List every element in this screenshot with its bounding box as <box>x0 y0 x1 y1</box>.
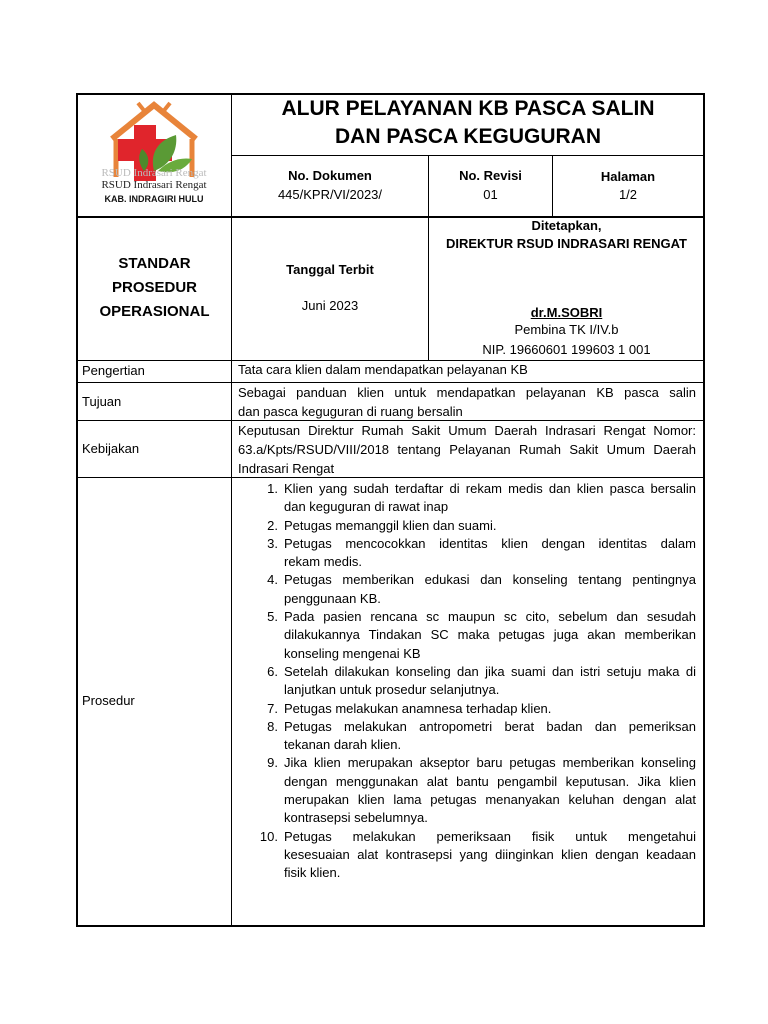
approved-label: Ditetapkan, <box>531 218 602 233</box>
tujuan-line: Sebagai panduan klien untuk mendapatkan pelayanan KB pasca salin <box>238 385 696 400</box>
kebijakan-line: Keputusan Direktur Rumah Sakit Umum Daerah Indrasari Rengat Nomor: <box>238 423 696 438</box>
step-text-line: fisik klien. <box>284 865 341 881</box>
step-text-line: rekam medis. <box>284 554 363 570</box>
step-text-line: Petugas melakukan anamnesa terhadap klien. <box>284 700 552 716</box>
table-border-left <box>76 93 78 927</box>
prosedur-step <box>256 535 696 572</box>
hospital-logo <box>84 97 224 211</box>
doc-number-value: 445/KPR/VI/2023/ <box>277 187 383 202</box>
director-title: DIREKTUR RSUD INDRASARI RENGAT <box>446 236 687 251</box>
step-text-line: merupakan klien lama petugas menanyakan keluhan dengan alat <box>284 792 696 808</box>
table-border-bottom <box>76 925 705 927</box>
issued-date-label: Tanggal Terbit <box>286 262 374 277</box>
step-text-line: Jika klien merupakan akseptor baru petugas memberikan konseling <box>284 755 696 771</box>
kebijakan-line: Indrasari Rengat <box>238 461 335 476</box>
prosedur-step <box>256 480 696 517</box>
director-rank: Pembina TK I/IV.b <box>514 322 619 337</box>
step-number: 7. <box>267 700 278 716</box>
pengertian-text: Tata cara klien dalam mendapatkan pelayanan KB <box>238 362 528 377</box>
step-text-line: dan keguguran di rawat inap <box>284 499 449 515</box>
prosedur-step <box>256 700 696 718</box>
step-number: 8. <box>267 718 278 734</box>
doc-revision-divider <box>428 155 429 217</box>
step-text-line: Petugas melakukan antropometri berat badan dan pemeriksan <box>284 718 696 734</box>
document-title-line2: DAN PASCA KEGUGURAN <box>334 125 601 148</box>
step-text-line: Petugas mencocokkan identitas klien dengan identitas dalam <box>284 535 696 551</box>
step-text-line: Petugas memberikan edukasi dan konseling tentang pentingnya <box>284 572 696 588</box>
sop-title-line3: OPERASIONAL <box>99 303 210 320</box>
tujuan-text <box>238 383 696 421</box>
step-text-line: Petugas melakukan pemeriksaan fisik untuk mengetahui <box>284 828 696 844</box>
step-number: 1. <box>267 481 278 496</box>
table-border-top <box>76 93 705 95</box>
prosedur-label: Prosedur <box>82 693 135 708</box>
step-text-line: kontrasepsi sebelumnya. <box>284 810 428 826</box>
kebijakan-text <box>238 421 696 478</box>
step-text-line: Setelah dilakukan konseling dan jika suami dan istri setuju maka di <box>284 663 696 679</box>
step-text-line: penggunaan KB. <box>284 590 381 606</box>
step-text-line: lanjutkan untuk prosedur selanjutnya. <box>284 682 500 698</box>
column-divider <box>231 93 232 927</box>
prosedur-step <box>256 517 696 535</box>
step-text-line: dengan menggunakan alat bantu pengambil keputusan. Jika klien <box>284 773 696 789</box>
prosedur-step <box>256 718 696 755</box>
director-nip: NIP. 19660601 199603 1 001 <box>482 342 651 357</box>
issued-date-value: Juni 2023 <box>301 298 359 313</box>
sop-title-line1: STANDAR <box>118 255 191 272</box>
tujuan-line: dan pasca keguguran di ruang bersalin <box>238 404 463 419</box>
step-text-line: konseling mengenai KB <box>284 645 421 661</box>
logo-watermark-text: RSUD Indrasari Rengat <box>101 167 207 179</box>
step-number: 10. <box>259 828 278 844</box>
prosedur-step <box>256 608 696 663</box>
revision-label: No. Revisi <box>459 168 522 183</box>
row-divider <box>76 360 704 361</box>
step-text-line: dilakukannya Tindakan SC maka petugas juga akan memberikan <box>284 627 696 643</box>
prosedur-step <box>256 828 696 883</box>
step-text-line: Petugas memanggil klien dan suami. <box>284 517 497 533</box>
sop-title-line2: PROSEDUR <box>111 279 197 296</box>
revision-value: 01 <box>483 187 498 202</box>
step-number: 3. <box>267 535 278 551</box>
director-name: dr.M.SOBRI <box>530 305 603 320</box>
step-text-line: tekanan darah klien. <box>284 737 402 753</box>
logo-hospital-name: RSUD Indrasari Rengat <box>101 179 207 191</box>
logo-region-name: KAB. INDRAGIRI HULU <box>104 194 204 204</box>
tujuan-label: Tujuan <box>82 394 122 409</box>
title-divider <box>231 155 704 156</box>
step-number: 9. <box>267 755 278 771</box>
doc-number-label: No. Dokumen <box>288 168 372 183</box>
step-number: 2. <box>267 517 278 533</box>
page-value: 1/2 <box>618 187 638 202</box>
prosedur-step <box>256 754 696 827</box>
step-number: 4. <box>267 572 278 588</box>
prosedur-list <box>256 480 696 883</box>
document-title-line1: ALUR PELAYANAN KB PASCA SALIN <box>281 97 655 120</box>
step-text-line: Klien yang sudah terdaftar di rekam medis dan klien pasca bersalin <box>284 481 696 496</box>
revision-page-divider <box>552 155 553 217</box>
step-number: 5. <box>267 609 278 625</box>
kebijakan-label: Kebijakan <box>82 441 140 456</box>
prosedur-step <box>256 571 696 608</box>
step-text-line: kesesuaian alat kontrasepsi yang diinginkan klien dengan keadaan <box>284 846 696 862</box>
pengertian-label: Pengertian <box>82 363 145 378</box>
prosedur-step <box>256 663 696 700</box>
step-text-line: Pada pasien rencana sc maupun sc cito, sebelum dan sesudah <box>284 609 696 625</box>
step-number: 6. <box>267 663 278 679</box>
kebijakan-line: 63.a/Kpts/RSUD/VIII/2018 tentang Pelayanan Rumah Sakit Umum Daerah <box>238 442 696 457</box>
page-label: Halaman <box>600 169 656 184</box>
